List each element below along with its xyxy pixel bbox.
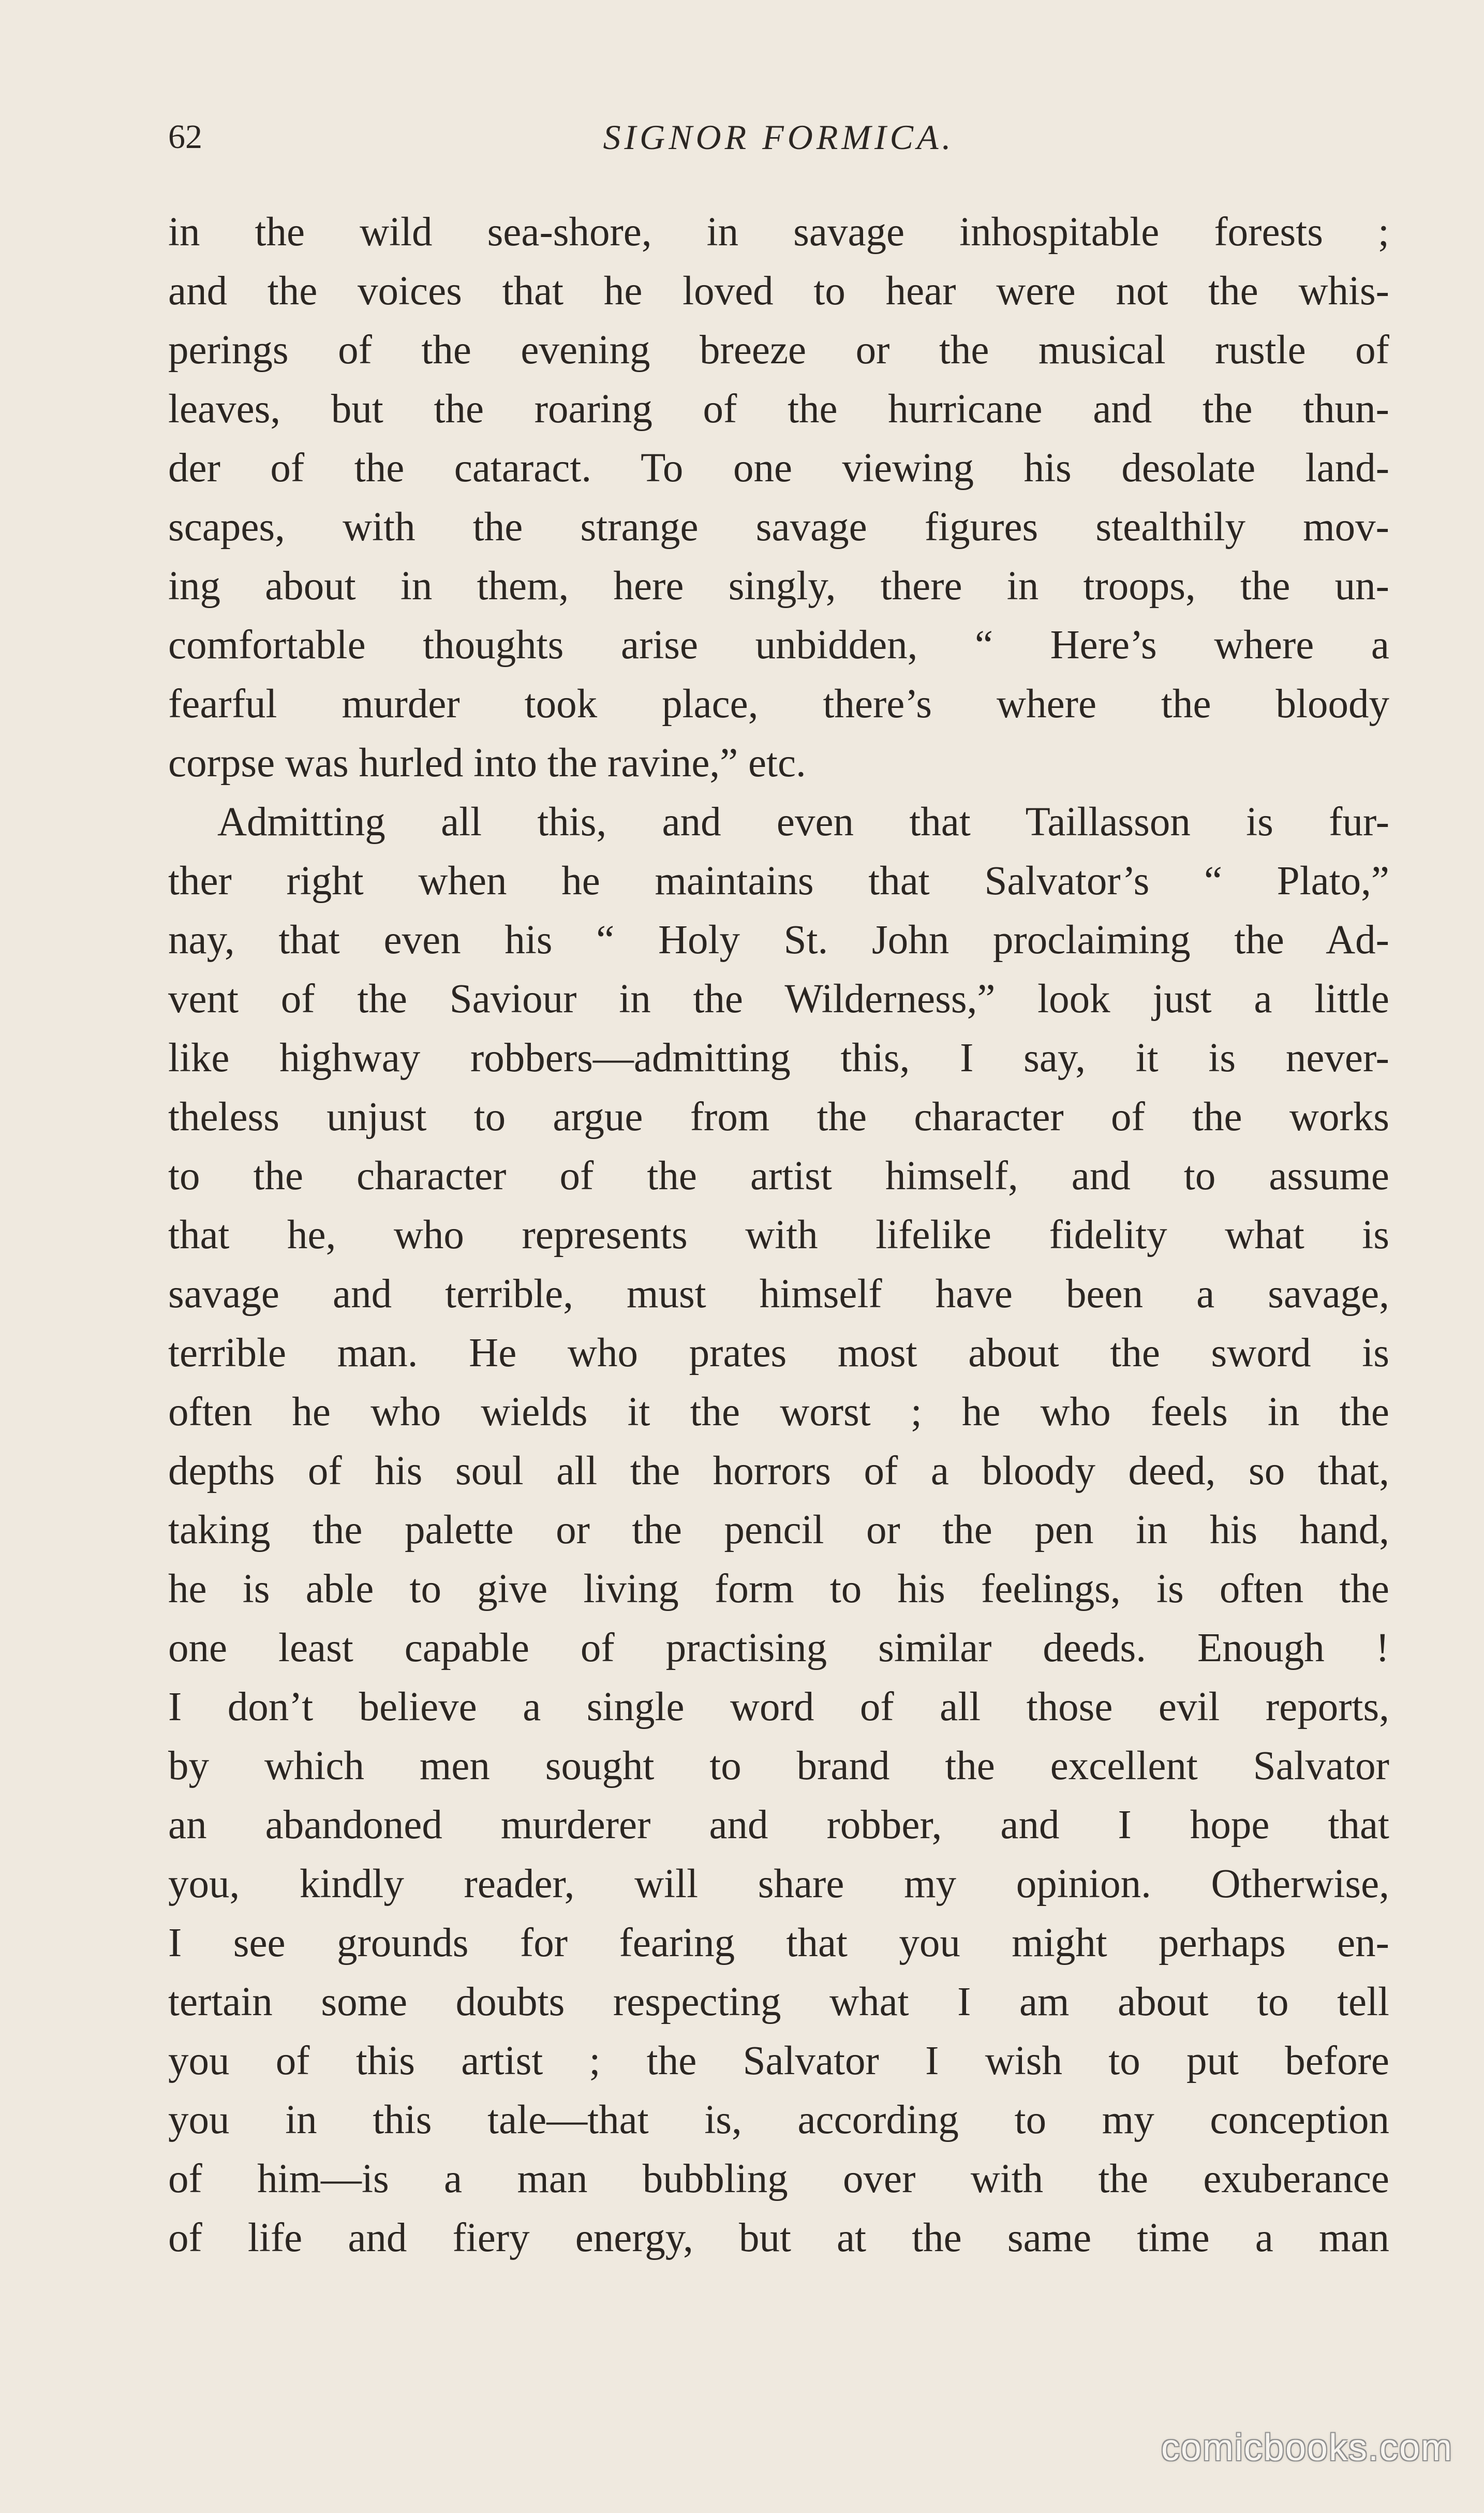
text-line: you in this tale—that is, according to my conception <box>168 2097 1389 2142</box>
text-line: you of this artist ; the Salvator I wish to put before <box>168 2038 1389 2083</box>
body-text <box>168 203 1389 2268</box>
text-line: one least capable of practising similar deeds. Enough ! <box>168 1625 1389 1671</box>
text-line: scapes, with the strange savage figures stealthily mov- <box>168 505 1389 550</box>
text-line: der of the cataract. To one viewing his desolate land- <box>168 446 1389 491</box>
text-line: vent of the Saviour in the Wilderness,” look just a little <box>168 977 1389 1022</box>
text-line: theless unjust to argue from the character of the works <box>168 1095 1389 1140</box>
text-line: by which men sought to brand the excellent Salvator <box>168 1743 1389 1788</box>
text-line: ther right when he maintains that Salvator’s “ Plato,” <box>168 859 1389 904</box>
text-line: in the wild sea-shore, in savage inhospitable forests ; <box>168 210 1389 255</box>
text-line: often he who wields it the worst ; he who feels in the <box>168 1389 1389 1435</box>
paragraph-1 <box>168 203 1389 793</box>
watermark: comicbooks.com <box>1161 2427 1453 2468</box>
page-number: 62 <box>168 118 202 156</box>
text-line: of him—is a man bubbling over with the exuberance <box>168 2156 1389 2201</box>
text-line: depths of his soul all the horrors of a bloody deed, so that, <box>168 1448 1389 1494</box>
text-line: leaves, but the roaring of the hurricane and the thun- <box>168 387 1389 432</box>
text-line: ing about in them, here singly, there in troops, the un- <box>168 564 1389 609</box>
text-line: and the voices that he loved to hear were not the whis- <box>168 269 1389 314</box>
text-line: I don’t believe a single word of all those evil reports, <box>168 1684 1389 1729</box>
text-line: comfortable thoughts arise unbidden, “ Here’s where a <box>168 623 1389 668</box>
text-line: you, kindly reader, will share my opinion. Otherwise, <box>168 1861 1389 1906</box>
text-line: to the character of the artist himself, and to assume <box>168 1154 1389 1199</box>
text-line: an abandoned murderer and robber, and I hope that <box>168 1802 1389 1847</box>
text-line: taking the palette or the pencil or the pen in his hand, <box>168 1507 1389 1553</box>
text-line: I see grounds for fearing that you might perhaps en- <box>168 1920 1389 1965</box>
text-line: terrible man. He who prates most about the sword is <box>168 1331 1389 1376</box>
text-line: corpse was hurled into the ravine,” etc. <box>168 741 806 786</box>
text-line: savage and terrible, must himself have been a savage, <box>168 1272 1389 1317</box>
page-header <box>168 111 1389 168</box>
text-line: he is able to give living form to his feelings, is often the <box>168 1566 1389 1612</box>
text-line: of life and fiery energy, but at the same time a man <box>168 2215 1389 2260</box>
running-head: SIGNOR FORMICA. <box>603 117 955 157</box>
text-line: like highway robbers—admitting this, I say, it is never- <box>168 1036 1389 1081</box>
text-line: Admitting all this, and even that Taillasson is fur- <box>217 800 1389 845</box>
text-line: tertain some doubts respecting what I am about to tell <box>168 1979 1389 2024</box>
text-line: that he, who represents with lifelike fidelity what is <box>168 1213 1389 1258</box>
text-line: perings of the evening breeze or the musical rustle of <box>168 328 1389 373</box>
text-line: fearful murder took place, there’s where the bloody <box>168 682 1389 727</box>
paragraph-2 <box>168 793 1389 2268</box>
text-line: nay, that even his “ Holy St. John proclaiming the Ad- <box>168 918 1389 963</box>
